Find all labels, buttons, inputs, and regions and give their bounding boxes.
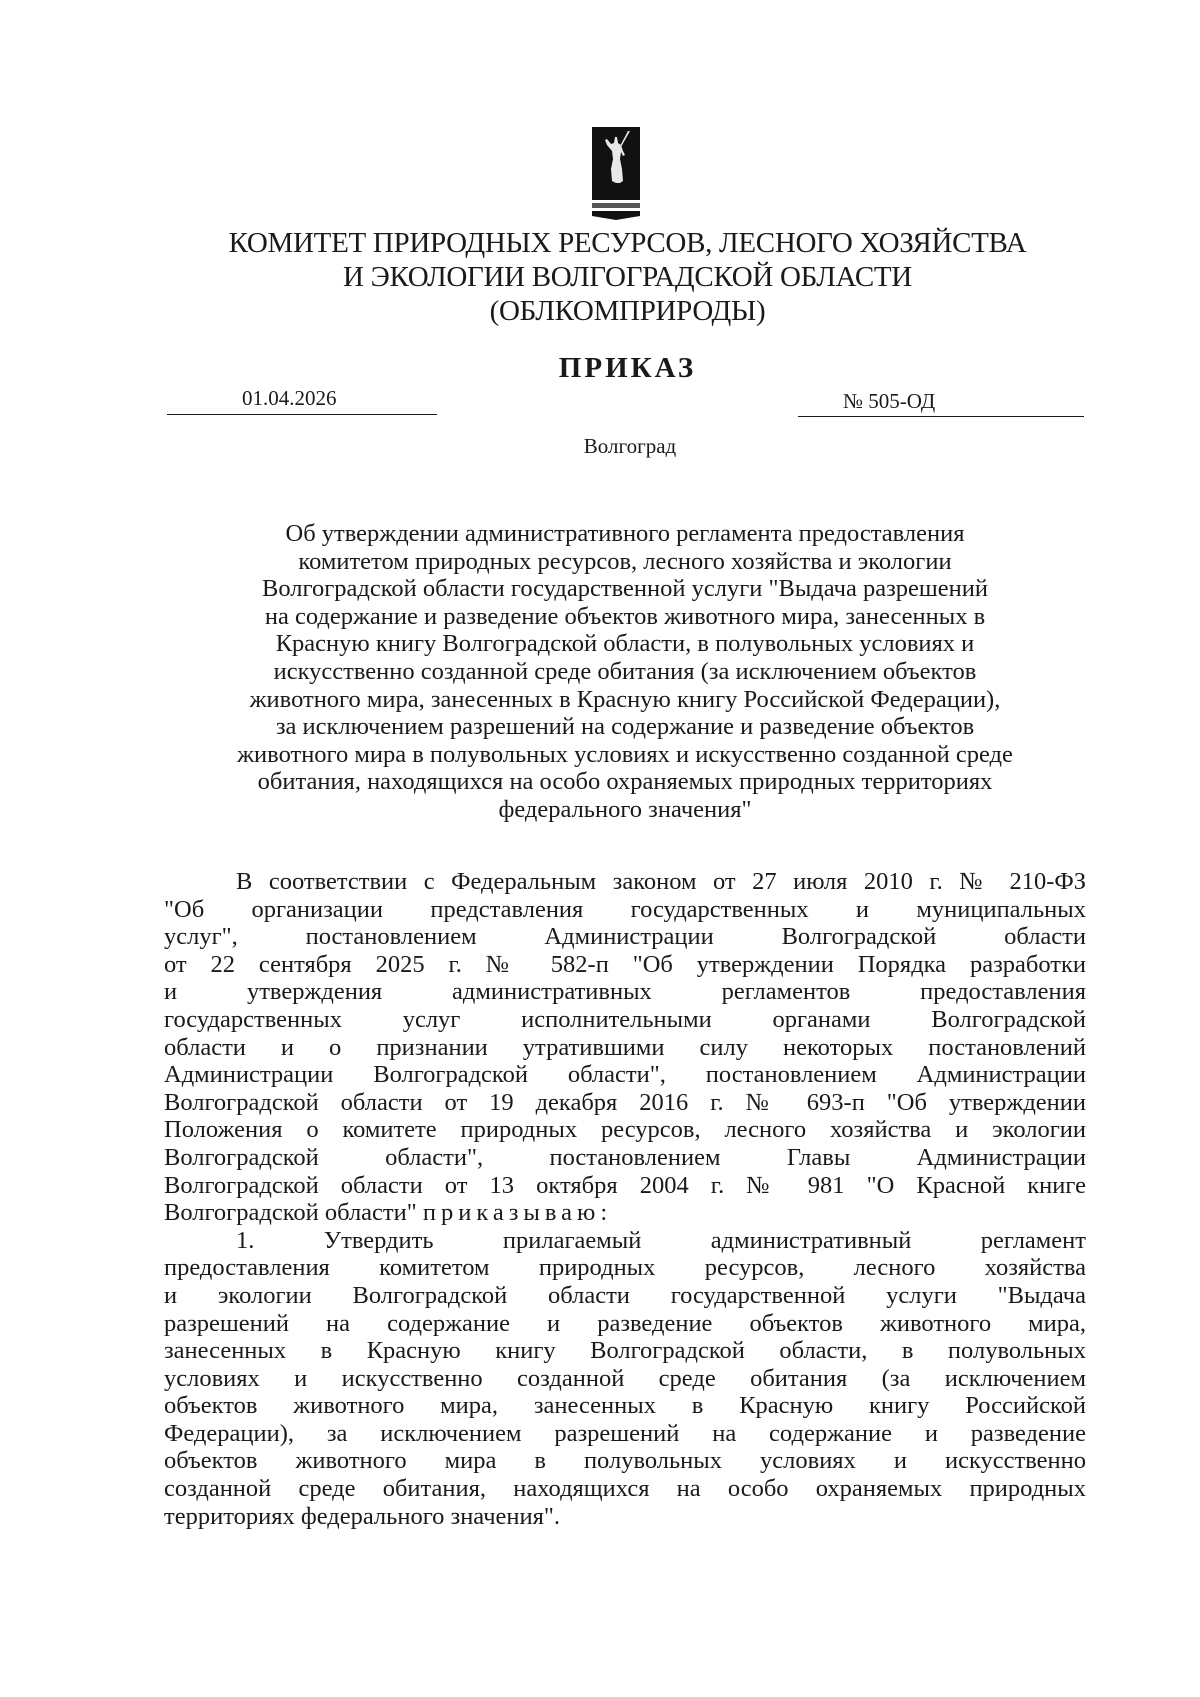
document-subject <box>160 520 1090 824</box>
item1-line: Федерации), за исключением разрешений на содержание и разведение <box>164 1419 1086 1447</box>
subject-line: федерального значения" <box>498 795 752 823</box>
item1-line: разрешений на содержание и разведение объектов животного мира, <box>164 1309 1086 1337</box>
preamble-final-line <box>164 1199 1086 1227</box>
org-line: И ЭКОЛОГИИ ВОЛГОГРАДСКОЙ ОБЛАСТИ <box>343 261 912 293</box>
org-line: КОМИТЕТ ПРИРОДНЫХ РЕСУРСОВ, ЛЕСНОГО ХОЗЯЙСТВА <box>228 227 1027 259</box>
document-date-field <box>167 384 437 415</box>
subject-line: Красную книгу Волгоградской области, в полувольных условиях и <box>275 630 975 658</box>
preamble-line: услуг", постановлением Администрации Волгоградской области <box>164 923 1086 951</box>
item1-line: 1. Утвердить прилагаемый административный регламент <box>236 1226 1086 1254</box>
preamble-line: и утверждения административных регламентов предоставления <box>164 978 1086 1006</box>
document-type-title: ПРИКАЗ <box>558 352 697 384</box>
document-number: № 505-ОД <box>843 389 936 413</box>
document-body <box>164 868 1086 1530</box>
subject-line: Об утверждении административного регламента предоставления <box>285 520 965 547</box>
order-word: приказываю: <box>422 1199 613 1227</box>
subject-line: животного мира в полувольных условиях и искусственно созданной среде <box>237 740 1013 768</box>
subject-line: Волгоградской области государственной услуги "Выдача разрешений <box>262 575 988 603</box>
preamble-line: государственных услуг исполнительными органами Волгоградской <box>164 1005 1086 1033</box>
preamble-line: от 22 сентября 2025 г. № 582-п "Об утверждении Порядка разработки <box>164 950 1086 978</box>
preamble-line: Волгоградской области", постановлением Главы Администрации <box>164 1143 1086 1171</box>
preamble-line: Волгоградской области от 13 октября 2004 г. № 981 "О Красной книге <box>164 1171 1086 1199</box>
preamble-line: области и о признании утратившими силу некоторых постановлений <box>164 1033 1086 1061</box>
preamble-line: Волгоградской области от 19 декабря 2016 г. № 693-п "Об утверждении <box>164 1088 1086 1116</box>
subject-line: комитетом природных ресурсов, лесного хозяйства и экологии <box>298 547 952 575</box>
item1-line: объектов животного мира, занесенных в Красную книгу Российской <box>164 1392 1086 1420</box>
coat-of-arms-icon <box>590 125 642 221</box>
document-number-field <box>798 388 1084 417</box>
item1-line: территориях федерального значения". <box>164 1502 561 1530</box>
item1-line: объектов животного мира в полувольных условиях и искусственно <box>164 1447 1086 1475</box>
item1-line: созданной среде обитания, находящихся на особо охраняемых природных <box>164 1475 1086 1503</box>
document-city: Волгоград <box>583 434 677 458</box>
preamble-final-text: Волгоградской области" <box>164 1199 417 1227</box>
item1-line: предоставления комитетом природных ресурсов, лесного хозяйства <box>164 1254 1086 1282</box>
item1-line: занесенных в Красную книгу Волгоградской области, в полувольных <box>164 1337 1086 1365</box>
preamble-line: В соответствии с Федеральным законом от 27 июля 2010 г. № 210-ФЗ <box>236 868 1086 895</box>
subject-line: искусственно созданной среде обитания (за исключением объектов <box>273 657 977 685</box>
item1-line: условиях и искусственно созданной среде обитания (за исключением <box>164 1364 1086 1392</box>
org-line: (ОБЛКОМПРИРОДЫ) <box>489 295 766 327</box>
preamble-line: "Об организации представления государственных и муниципальных <box>164 895 1086 923</box>
subject-line: обитания, находящихся на особо охраняемых природных территориях <box>257 768 993 796</box>
preamble-line: Администрации Волгоградской области", постановлением Администрации <box>164 1061 1086 1089</box>
subject-line: животного мира, занесенных в Красную книгу Российской Федерации), <box>249 685 1001 713</box>
document-date: 01.04.2026 <box>242 386 337 410</box>
preamble-line: Положения о комитете природных ресурсов, лесного хозяйства и экологии <box>164 1116 1086 1144</box>
subject-line: на содержание и разведение объектов животного мира, занесенных в <box>264 602 986 630</box>
item1-line: и экологии Волгоградской области государственной услуги "Выдача <box>164 1281 1086 1309</box>
subject-line: за исключением разрешений на содержание и разведение объектов <box>275 713 975 741</box>
organization-name <box>0 226 1200 328</box>
